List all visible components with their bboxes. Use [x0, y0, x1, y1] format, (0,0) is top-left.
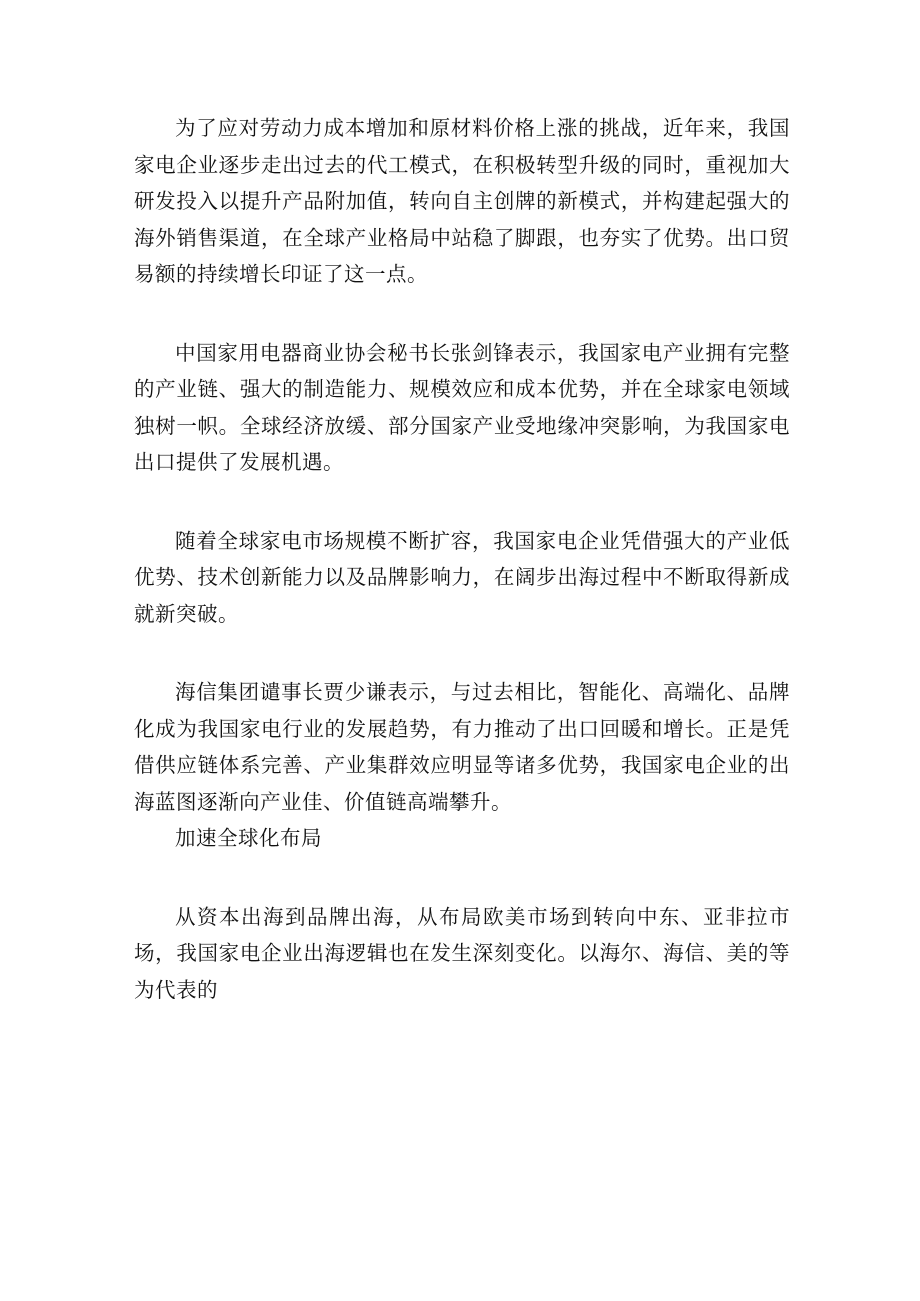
paragraph-1: 为了应对劳动力成本增加和原材料价格上涨的挑战，近年来，我国家电企业逐步走出过去的代工模式，在积极转型升级的同时，重视加大研发投入以提升产品附加值，转向自主创牌的新模式，并构建起强大的海外销售渠道，在全球产业格局中站稳了脚跟，也夯实了优势。出口贸易额的持续增长印证了这一点。: [134, 116, 790, 286]
section-heading: 加速全球化布局: [175, 826, 322, 850]
paragraph-4: 海信集团谴事长贾少谦表示，与过去相比，智能化、高端化、品牌化成为我国家电行业的发展趋势，有力推动了出口回暖和增长。正是凭借供应链体系完善、产业集群效应明显等诸多优势，我国家电企业的出海蓝图逐渐向产业佳、价值链高端攀升。: [134, 680, 790, 814]
paragraph-3: 随着全球家电市场规模不断扩容，我国家电企业凭借强大的产业低优势、技术创新能力以及品牌影响力，在阔步出海过程中不断取得新成就新突破。: [134, 528, 790, 626]
paragraph-2: 中国家用电器商业协会秘书长张剑锋表示，我国家电产业拥有完整的产业链、强大的制造能力、规模效应和成本优势，并在全球家电领域独树一帜。全球经济放缓、部分国家产业受地缘冲突影响，为我国家电出口提供了发展机遇。: [134, 340, 790, 474]
paragraph-5: 从资本出海到品牌出海，从布局欧美市场到转向中东、亚非拉市场，我国家电企业出海逻辑也在发生深刻变化。以海尔、海信、美的等为代表的: [134, 904, 790, 1002]
document-page: [134, 110, 790, 1008]
